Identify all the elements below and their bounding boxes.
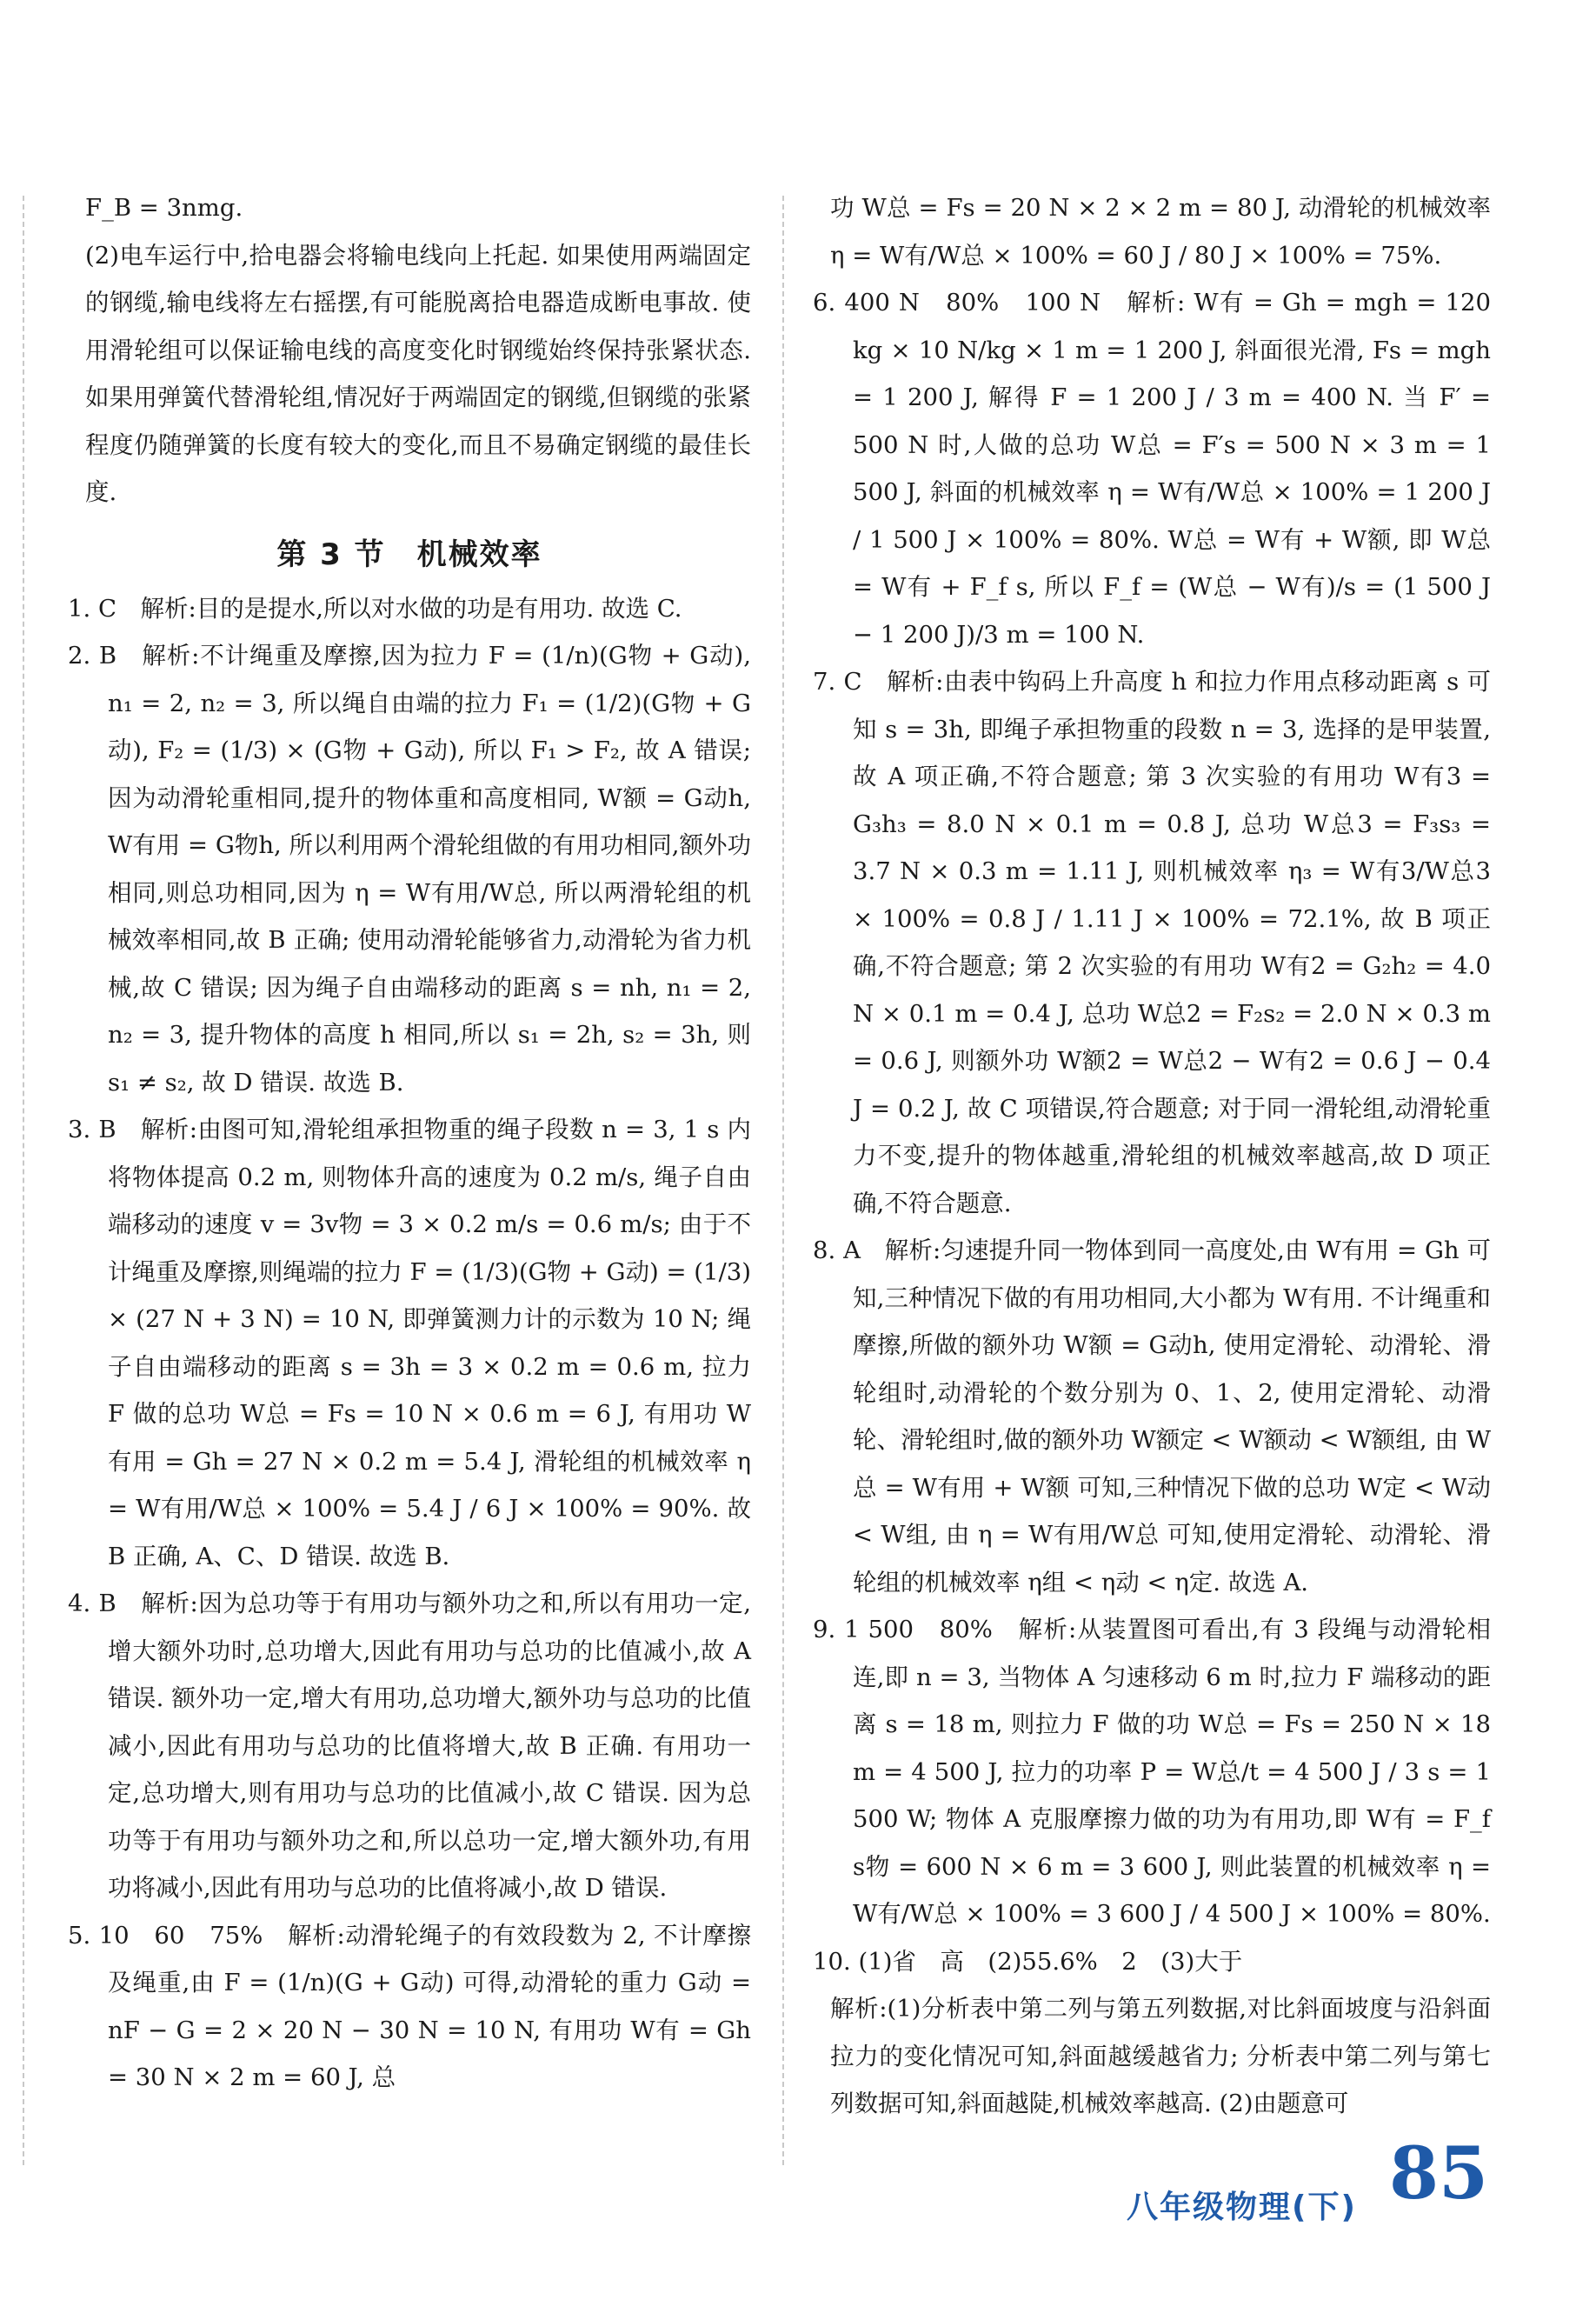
answer-paragraph: F_B = 3nmg. [85, 194, 243, 222]
section-title: 第 3 节 机械效率 [276, 537, 542, 572]
right-column [813, 184, 1491, 2128]
left-column [68, 184, 751, 2102]
answer-paragraph: 5. 10 60 75% 解析:动滑轮绳子的有效段数为 2, 不计摩擦及绳重,由 F = (1/n)(G + G动) 可得,动滑轮的重力 G动 = nF − G = 2 × 20 N − 30 N = 10 N, 有用功 W有 = Gh = 30 N × 2 m = 60 J, 总 [68, 1921, 751, 2091]
column-divider [23, 196, 24, 2165]
answer-paragraph: 10. (1)省 高 (2)55.6% 2 (3)大于 [813, 1947, 1243, 1976]
answer-paragraph: (2)电车运行中,拾电器会将输电线向上托起. 如果使用两端固定的钢缆,输电线将左右摇摆,有可能脱离拾电器造成断电事故. 使用滑轮组可以保证输电线的高度变化时钢缆始终保持张紧状态. 如果用弹簧代替滑轮组,情况好于两端固定的钢缆,但钢缆的张紧程度仍随弹簧的长度有较大的变化,而且不易确定钢缆的最佳长度. [85, 241, 751, 506]
answer-paragraph: 6. 400 N 80% 100 N 解析: W有 = Gh = mgh = 120 kg × 10 N/kg × 1 m = 1 200 J, 斜面很光滑, Fs = mgh = 1 200 J, 解得 F = 1 200 J / 3 m = 400 N. 当 F′ = 500 N 时,人做的总功 W总 = F′s = 500 N × 3 m = 1 500 J, 斜面的机械效率 η = W有/W总 × 100% = 1 200 J / 1 500 J × 100% = 80%. W总 = W有 + W额, 即 W总 = W有 + F_f s, 所以 F_f = (W总 − W有)/s = (1 500 J − 1 200 J)/3 m = 100 N. [813, 289, 1491, 649]
answer-paragraph: 3. B 解析:由图可知,滑轮组承担物重的绳子段数 n = 3, 1 s 内将物体提高 0.2 m, 则物体升高的速度为 0.2 m/s, 绳子自由端移动的速度 v = 3v物 = 3 × 0.2 m/s = 0.6 m/s; 由于不计绳重及摩擦,则绳端的拉力 F = (1/3)(G物 + G动) = (1/3) × (27 N + 3 N) = 10 N, 即弹簧测力计的示数为 10 N; 绳子自由端移动的距离 s = 3h = 3 × 0.2 m = 0.6 m, 拉力 F 做的总功 W总 = Fs = 10 N × 0.6 m = 6 J, 有用功 W有用 = Gh = 27 N × 0.2 m = 5.4 J, 滑轮组的机械效率 η = W有用/W总 × 100% = 5.4 J / 6 J × 100% = 90%. 故 B 正确, A、C、D 错误. 故选 B. [68, 1116, 751, 1570]
book-title: 八年级物理(下) [1127, 2190, 1357, 2225]
answer-paragraph: 功 W总 = Fs = 20 N × 2 × 2 m = 80 J, 动滑轮的机械效率 η = W有/W总 × 100% = 60 J / 80 J × 100% = 75%. [830, 194, 1491, 270]
page-number: 85 [1389, 2132, 1489, 2216]
answer-paragraph: 8. A 解析:匀速提升同一物体到同一高度处,由 W有用 = Gh 可知,三种情况下做的有用功相同,大小都为 W有用. 不计绳重和摩擦,所做的额外功 W额 = G动h, 使用定滑轮、动滑轮、滑轮组时,动滑轮的个数分别为 0、1、2, 使用定滑轮、动滑轮、滑轮组时,做的额外功 W额定 < W额动 < W额组, 由 W总 = W有用 + W额 可知,三种情况下做的总功 W定 < W动 < W组, 由 η = W有用/W总 可知,使用定滑轮、动滑轮、滑轮组的机械效率 η组 < η动 < η定. 故选 A. [813, 1236, 1491, 1596]
answer-paragraph: 4. B 解析:因为总功等于有用功与额外功之和,所以有用功一定,增大额外功时,总功增大,因此有用功与总功的比值减小,故 A 错误. 额外功一定,增大有用功,总功增大,额外功与总功的比值减小,因此有用功与总功的比值将增大,故 B 正确. 有用功一定,总功增大,则有用功与总功的比值减小,故 C 错误. 因为总功等于有用功与额外功之和,所以总功一定,增大额外功,有用功将减小,因此有用功与总功的比值将减小,故 D 错误. [68, 1590, 751, 1902]
answer-paragraph: 解析:(1)分析表中第二列与第五列数据,对比斜面坡度与沿斜面拉力的变化情况可知,斜面越缓越省力; 分析表中第二列与第七列数据可知,斜面越陡,机械效率越高. (2)由题意可 [830, 1995, 1491, 2117]
answer-paragraph: 2. B 解析:不计绳重及摩擦,因为拉力 F = (1/n)(G物 + G动), n₁ = 2, n₂ = 3, 所以绳自由端的拉力 F₁ = (1/2)(G物 + G动), F₂ = (1/3) × (G物 + G动), 所以 F₁ > F₂, 故 A 错误; 因为动滑轮重相同,提升的物体重和高度相同, W额 = G动h, W有用 = G物h, 所以利用两个滑轮组做的有用功相同,额外功相同,则总功相同,因为 η = W有用/W总, 所以两滑轮组的机械效率相同,故 B 正确; 使用动滑轮能够省力,动滑轮为省力机械,故 C 错误; 因为绳子自由端移动的距离 s = nh, n₁ = 2, n₂ = 3, 提升物体的高度 h 相同,所以 s₁ = 2h, s₂ = 3h, 则 s₁ ≠ s₂, 故 D 错误. 故选 B. [68, 642, 751, 1097]
answer-paragraph: 7. C 解析:由表中钩码上升高度 h 和拉力作用点移动距离 s 可知 s = 3h, 即绳子承担物重的段数 n = 3, 选择的是甲装置,故 A 项正确,不符合题意; 第 3 次实验的有用功 W有3 = G₃h₃ = 8.0 N × 0.1 m = 0.8 J, 总功 W总3 = F₃s₃ = 3.7 N × 0.3 m = 1.11 J, 则机械效率 η₃ = W有3/W总3 × 100% = 0.8 J / 1.11 J × 100% = 72.1%, 故 B 项正确,不符合题意; 第 2 次实验的有用功 W有2 = G₂h₂ = 4.0 N × 0.1 m = 0.4 J, 总功 W总2 = F₂s₂ = 2.0 N × 0.3 m = 0.6 J, 则额外功 W额2 = W总2 − W有2 = 0.6 J − 0.4 J = 0.2 J, 故 C 项错误,符合题意; 对于同一滑轮组,动滑轮重力不变,提升的物体越重,滑轮组的机械效率越高,故 D 项正确,不符合题意. [813, 668, 1491, 1217]
answer-paragraph: 9. 1 500 80% 解析:从装置图可看出,有 3 段绳与动滑轮相连,即 n = 3, 当物体 A 匀速移动 6 m 时,拉力 F 端移动的距离 s = 18 m, 则拉力 F 做的功 W总 = Fs = 250 N × 18 m = 4 500 J, 拉力的功率 P = W总/t = 4 500 J / 3 s = 1 500 W; 物体 A 克服摩擦力做的功为有用功,即 W有 = F_f s物 = 600 N × 6 m = 3 600 J, 则此装置的机械效率 η = W有/W总 × 100% = 3 600 J / 4 500 J × 100% = 80%. [813, 1616, 1491, 1928]
column-divider [782, 196, 784, 2165]
answer-paragraph: 1. C 解析:目的是提水,所以对水做的功是有用功. 故选 C. [68, 594, 682, 623]
